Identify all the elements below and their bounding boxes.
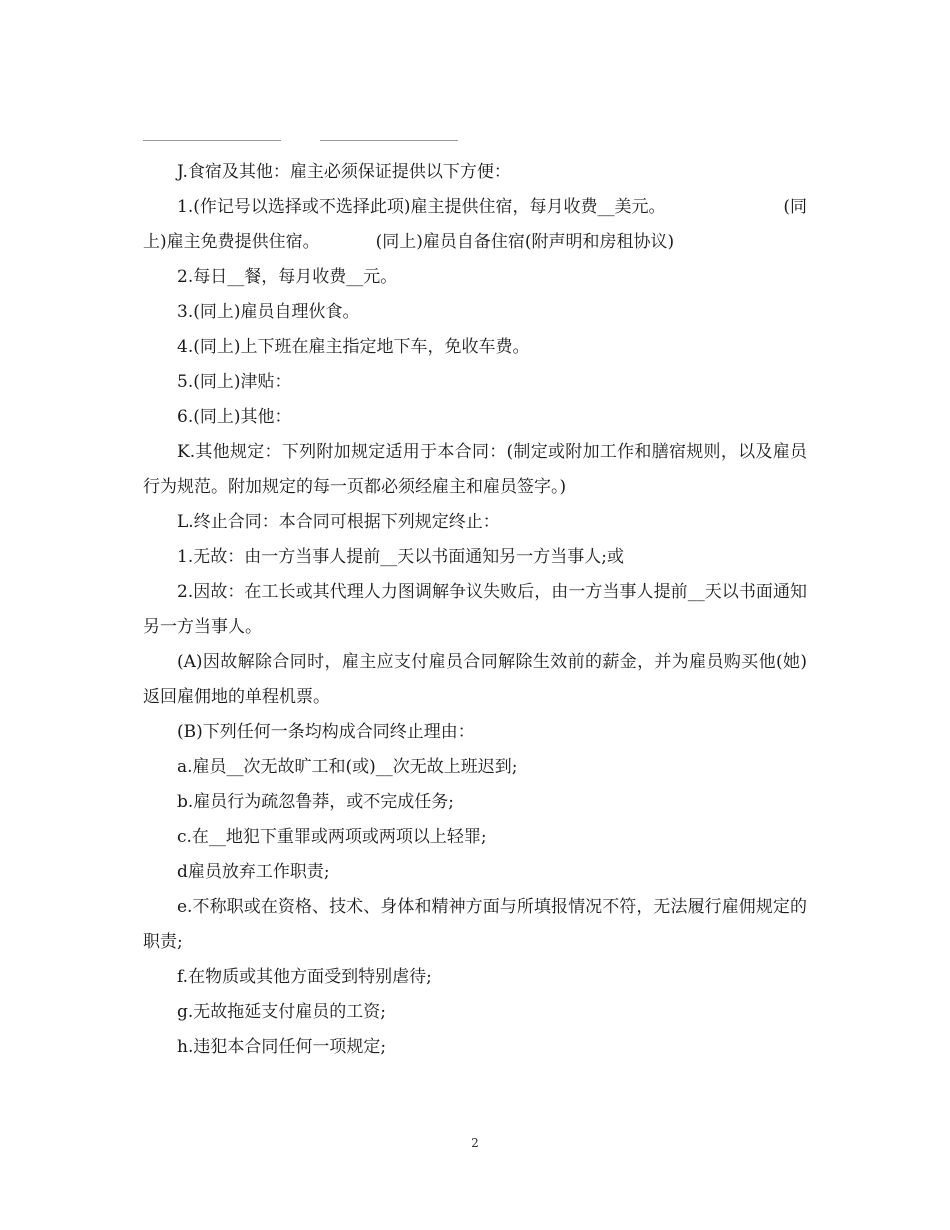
signature-lines — [143, 128, 473, 142]
item-a: a.雇员__次无故旷工和(或)__次无故上班迟到; — [177, 757, 518, 777]
signature-line-right — [320, 140, 458, 141]
clause-j1-line2 — [143, 225, 807, 260]
clause-j2: 2.每日__餐，每月收费__元。 — [177, 267, 398, 287]
clause-j1-line1 — [143, 190, 807, 225]
clause-j1-text: 1.(作记号以选择或不选择此项)雇主提供住宿，每月收费__美元。 — [177, 197, 666, 217]
clause-lb: (B)下列任何一条均构成合同终止理由： — [177, 722, 475, 742]
clause-j5: 5.(同上)津贴： — [177, 372, 292, 392]
clause-j1-self-housing: (同上)雇员自备住宿(附声明和房租协议) — [375, 232, 675, 252]
clause-l2: 2.因故：在工长或其代理人力图调解争议失败后，由一方当事人提前__天以书面通知另一方当事人。 — [143, 582, 807, 637]
clause-j4: 4.(同上)上下班在雇主指定地下车，免收车费。 — [177, 337, 530, 357]
clause-l1: 1.无故：由一方当事人提前__天以书面通知另一方当事人;或 — [177, 547, 624, 567]
item-b: b.雇员行为疏忽鲁莽，或不完成任务; — [177, 792, 455, 812]
clause-k: K.其他规定：下列附加规定适用于本合同：(制定或附加工作和膳宿规则，以及雇员行为规范。附加规定的每一页都必须经雇主和雇员签字。) — [143, 442, 807, 497]
page-number: 2 — [471, 1136, 479, 1150]
clause-j1-tail: (同 — [783, 197, 807, 217]
document-body — [143, 155, 807, 1065]
item-d: d雇员放弃工作职责; — [177, 862, 330, 882]
item-f: f.在物质或其他方面受到特别虐待; — [177, 967, 432, 987]
clause-j6: 6.(同上)其他： — [177, 407, 292, 427]
item-e: e.不称职或在资格、技术、身体和精神方面与所填报情况不符，无法履行雇佣规定的职责; — [143, 897, 807, 952]
clause-j1-free-housing: 上)雇主免费提供住宿。 — [143, 232, 320, 252]
item-h: h.违犯本合同任何一项规定; — [177, 1037, 387, 1057]
signature-line-left — [143, 140, 281, 141]
clause-l: L.终止合同：本合同可根据下列规定终止： — [177, 512, 500, 532]
item-c: c.在__地犯下重罪或两项或两项以上轻罪; — [177, 827, 487, 847]
clause-j: J.食宿及其他：雇主必须保证提供以下方便： — [177, 162, 511, 182]
item-g: g.无故拖延支付雇员的工资; — [177, 1002, 387, 1022]
clause-la: (A)因故解除合同时，雇主应支付雇员合同解除生效前的薪金，并为雇员购买他(她)返回雇佣地的单程机票。 — [143, 652, 807, 707]
clause-j3: 3.(同上)雇员自理伙食。 — [177, 302, 360, 322]
